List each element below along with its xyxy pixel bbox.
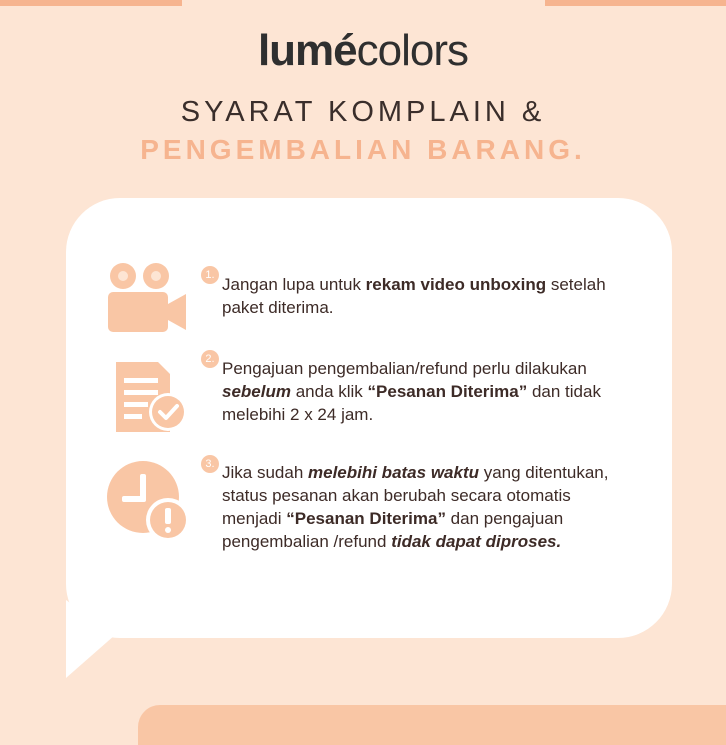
video-camera-icon xyxy=(106,262,188,339)
item-2-segment: Pengajuan pengembalian/refund perlu dilakukan xyxy=(222,359,587,378)
page-title-line1: SYARAT KOMPLAIN & xyxy=(180,96,546,128)
item-1-segment: Jangan lupa untuk xyxy=(222,275,366,294)
item-3-segment: yang ditentukan, status pesanan akan berubah secara otomatis menjadi xyxy=(222,463,609,528)
brand-logo xyxy=(0,26,726,76)
item-1-segment: setelah paket diterima. xyxy=(222,275,606,317)
item-3-segment: melebihi batas waktu xyxy=(308,463,479,482)
item-3-segment: dan pengajuan pengembalian /refund xyxy=(222,509,564,551)
brand-logo-part1: lumé xyxy=(257,26,357,75)
item-number-3: 3. xyxy=(201,455,219,473)
item-1-segment: rekam video unboxing xyxy=(365,275,547,294)
item-2-segment: anda klik xyxy=(290,382,368,401)
brand-logo-part2: colors xyxy=(356,26,469,75)
item-2-segment: sebelum xyxy=(222,382,291,401)
item-text-3 xyxy=(222,461,622,553)
speech-bubble-tail xyxy=(60,600,120,680)
item-text-2 xyxy=(222,357,622,426)
item-number-1: 1. xyxy=(201,266,219,284)
document-check-icon xyxy=(112,358,190,443)
page-title-line2: PENGEMBALIAN BARANG. xyxy=(140,134,586,165)
item-2-segment: dan tidak melebihi 2 x 24 jam. xyxy=(222,382,601,424)
item-number-2: 2. xyxy=(201,350,219,368)
bottom-decor-bar xyxy=(138,705,726,745)
item-2-segment: “Pesanan Diterima” xyxy=(367,382,528,401)
item-3-segment: tidak dapat diproses. xyxy=(391,532,562,551)
item-3-segment: Jika sudah xyxy=(222,463,308,482)
top-decor-bar-left xyxy=(0,0,182,6)
clock-alert-icon xyxy=(106,460,190,549)
item-text-1 xyxy=(222,273,632,319)
item-3-segment: “Pesanan Diterima” xyxy=(286,509,446,528)
top-decor-bar-right xyxy=(545,0,726,6)
